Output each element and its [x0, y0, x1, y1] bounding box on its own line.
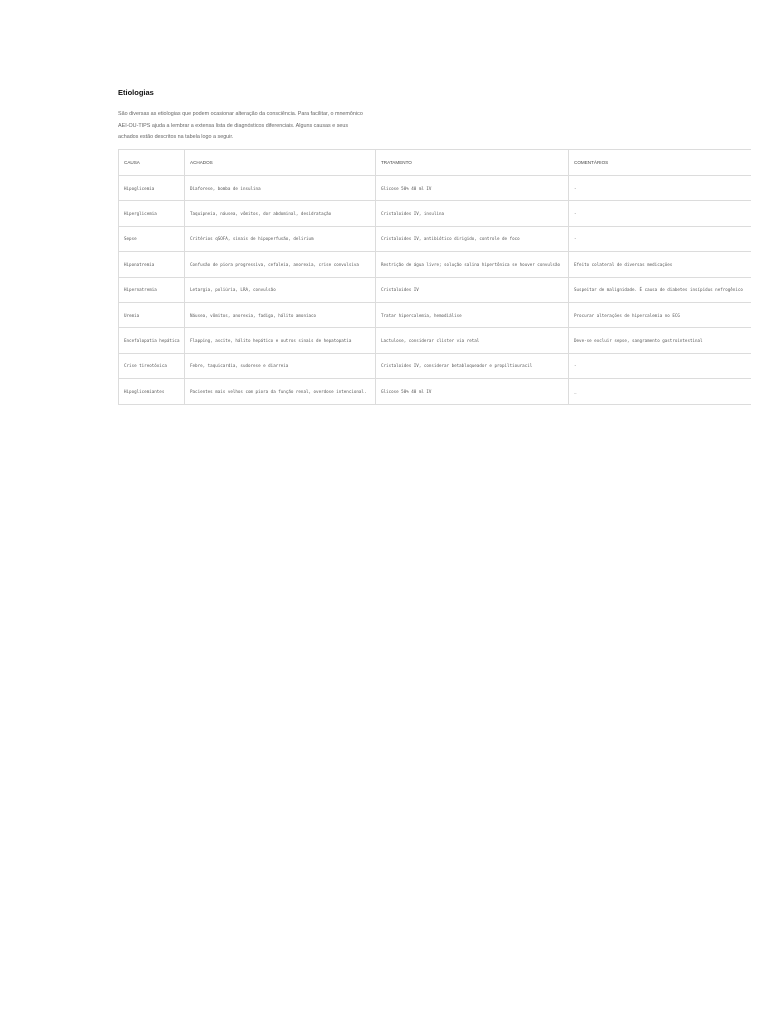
cell-tratamento: Tratar hipercalemia, hemodiálise: [376, 302, 569, 327]
cell-causa: Hiperglicemia: [119, 201, 185, 226]
etiologias-section: [118, 88, 750, 394]
cell-tratamento: Cristaloides IV, insulina: [376, 201, 569, 226]
cell-comentarios: Procurar alterações de hipercalemia no ECG: [569, 302, 751, 327]
cell-causa: Hiponatremia: [119, 252, 185, 277]
cell-achados: Confusão de piora progressiva, cefaleia, anorexia, crise convulsiva: [185, 252, 376, 277]
table-row: [119, 201, 751, 226]
intro-line-3: achados estão descritos na tabela logo a seguir.: [118, 134, 234, 140]
header-achados: ACHADOS: [185, 150, 376, 176]
cell-tratamento: Restrição de água livre; solução salina hipertônica se houver convulsão: [376, 252, 569, 277]
cell-causa: Hipoglicemiantes: [119, 379, 185, 404]
etiologias-table: [118, 149, 751, 405]
cell-comentarios: -: [569, 226, 751, 251]
section-heading: Etiologias: [118, 88, 154, 97]
cell-achados: Febre, taquicardia, sudorese e diarreia: [185, 353, 376, 378]
cell-achados: Diaforese, bomba de insulina: [185, 176, 376, 201]
table-header-row: [119, 150, 751, 176]
cell-comentarios: Deve-se excluir sepse, sangramento gastrointestinal: [569, 328, 751, 353]
table-row: [119, 226, 751, 251]
cell-comentarios: -: [569, 353, 751, 378]
table-row: [119, 252, 751, 277]
cell-tratamento: Glicose 50% 40 ml IV: [376, 176, 569, 201]
header-causa: CAUSA: [119, 150, 185, 176]
cell-comentarios: _: [569, 379, 751, 404]
table-row: [119, 353, 751, 378]
cell-causa: Hipoglicemia: [119, 176, 185, 201]
intro-line-1: São diversas as etiologias que podem ocasionar alteração da consciência. Para facilitar, o mnemônico: [118, 111, 363, 117]
cell-tratamento: Cristaloides IV, considerar betabloqueador e propiltiouracil: [376, 353, 569, 378]
cell-comentarios: -: [569, 201, 751, 226]
intro-line-2: AEI-OU-TIPS ajuda a lembrar a extensa lista de diagnósticos diferenciais. Alguns causas e seus: [118, 122, 349, 129]
cell-comentarios: -: [569, 176, 751, 201]
cell-tratamento: Cristaloides IV: [376, 277, 569, 302]
cell-achados: Taquipneia, náusea, vômitos, dor abdominal, desidratação: [185, 201, 376, 226]
cell-tratamento: Glicose 50% 40 ml IV: [376, 379, 569, 404]
cell-tratamento: Cristaloides IV, antibiótico dirigido, controle de foco: [376, 226, 569, 251]
header-tratamento: TRATAMENTO: [376, 150, 569, 176]
cell-causa: Sepse: [119, 226, 185, 251]
table-row: [119, 176, 751, 201]
cell-achados: Pacientes mais velhos com piora da função renal, overdose intencional.: [185, 379, 376, 404]
cell-causa: Crise tireotóxica: [119, 353, 185, 378]
table-row: [119, 379, 751, 404]
table-row: [119, 328, 751, 353]
cell-causa: Hipernatremia: [119, 277, 185, 302]
intro-paragraph: [118, 109, 750, 144]
table-row: [119, 277, 751, 302]
cell-comentarios: Efeito colateral de diversas medicações: [569, 252, 751, 277]
cell-tratamento: Lactulose, considerar clister via retal: [376, 328, 569, 353]
cell-causa: Uremia: [119, 302, 185, 327]
cell-achados: Critérios qSOFA, sinais de hipoperfusão, delirium: [185, 226, 376, 251]
cell-comentarios: Suspeitar de malignidade. É causa de diabetes insípidus nefrogênico: [569, 277, 751, 302]
cell-achados: Náusea, vômitos, anorexia, fadiga, hálito amoníaco: [185, 302, 376, 327]
cell-achados: Letargia, poliúria, LRA, convulsão: [185, 277, 376, 302]
cell-achados: Flapping, ascite, hálito hepático e outros sinais de hepatopatia: [185, 328, 376, 353]
header-comentarios: COMENTÁRIOS: [569, 150, 751, 176]
cell-causa: Encefalopatia hepática: [119, 328, 185, 353]
table-row: [119, 302, 751, 327]
